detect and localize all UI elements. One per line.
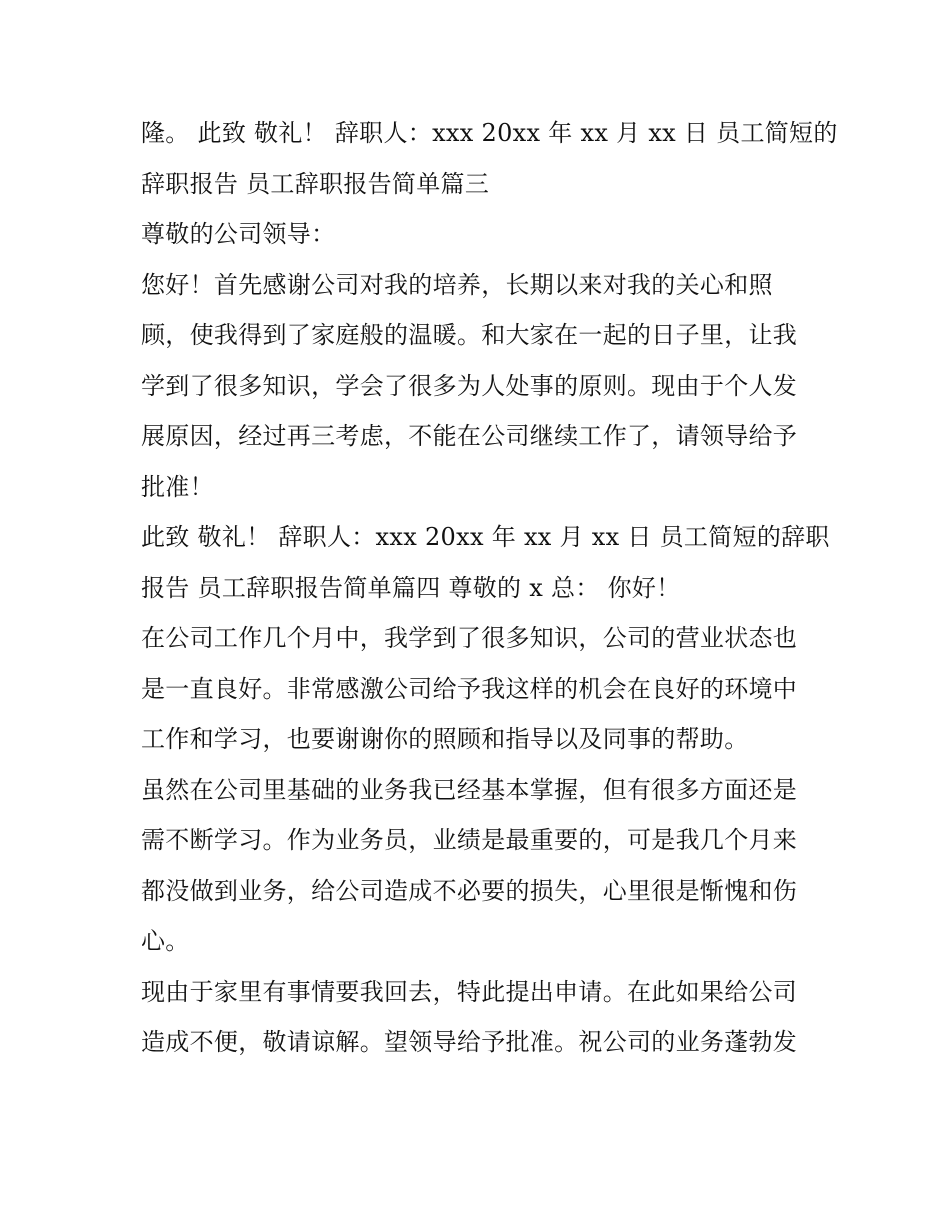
text-line: 都没做到业务，给公司造成不必要的损失，心里很是惭愧和伤 — [141, 876, 798, 905]
salutation-line: 尊敬的公司领导： — [141, 220, 336, 248]
text-line: 学到了很多知识，学会了很多为人处事的原则。现由于个人发 — [141, 371, 798, 400]
text-line: 您好！首先感谢公司对我的培养，长期以来对我的关心和照 — [141, 270, 773, 299]
document-body — [141, 108, 838, 1068]
text-line: 辞职报告 员工辞职报告简单篇三 — [141, 169, 490, 198]
text-line: 此致 敬礼！ 辞职人：xxx 20xx 年 xx 月 xx 日 员工简短的辞职 — [141, 523, 830, 551]
text-line: 隆。 此致 敬礼！ 辞职人：xxx 20xx 年 xx 月 xx 日 员工简短的 — [141, 119, 838, 147]
text-line: 是一直良好。非常感激公司给予我这样的机会在良好的环境中 — [141, 674, 798, 703]
text-line: 顾，使我得到了家庭般的温暖。和大家在一起的日子里，让我 — [141, 321, 798, 349]
text-line: 心。 — [141, 927, 190, 955]
text-line: 批准！ — [141, 472, 214, 501]
text-line: 虽然在公司里基础的业务我已经基本掌握，但有很多方面还是 — [141, 775, 798, 804]
text-line: 展原因，经过再三考虑，不能在公司继续工作了，请领导给予 — [141, 422, 798, 450]
text-line: 报告 员工辞职报告简单篇四 尊敬的 x 总： 你好！ — [141, 573, 681, 602]
text-line: 工作和学习，也要谢谢你的照顾和指导以及同事的帮助。 — [141, 725, 749, 753]
text-line: 造成不便，敬请谅解。望领导给予批准。祝公司的业务蓬勃发 — [141, 1028, 798, 1056]
text-line: 在公司工作几个月中，我学到了很多知识，公司的营业状态也 — [141, 624, 798, 652]
text-line: 需不断学习。作为业务员，业绩是最重要的，可是我几个月来 — [141, 826, 798, 854]
text-line: 现由于家里有事情要我回去，特此提出申请。在此如果给公司 — [141, 977, 798, 1006]
